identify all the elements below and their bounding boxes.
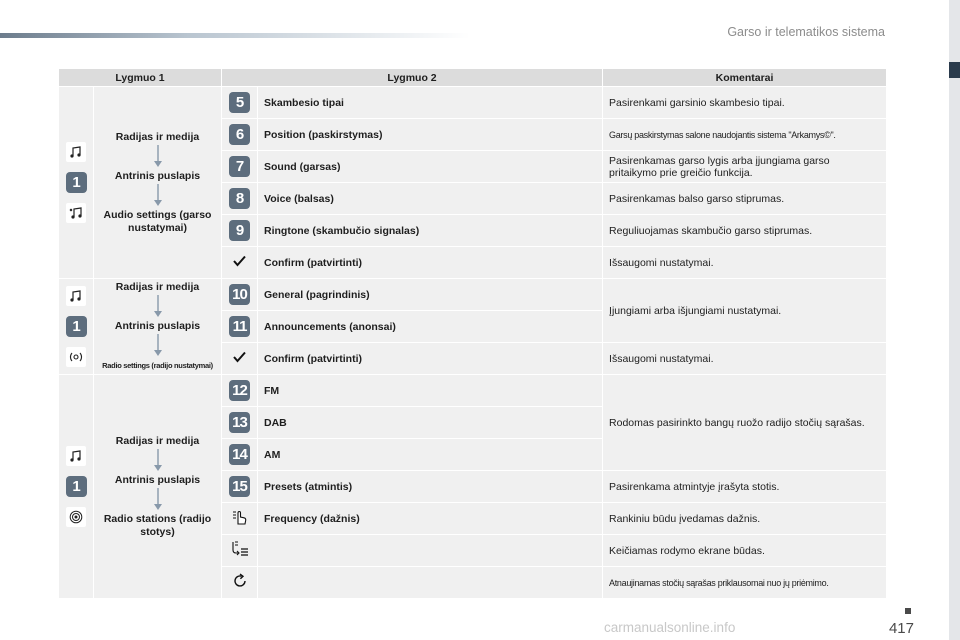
level2-label: General (pagrindinis) [258, 279, 603, 311]
path-step-subpage: Antrinis puslapis [114, 320, 201, 332]
comment-text: Rankiniu būdu įvedamas dažnis. [603, 503, 887, 535]
menu-badge-10: 10 [229, 284, 250, 305]
comment-text: Išsaugomi nustatymai. [603, 247, 887, 279]
group1-icons [59, 87, 94, 279]
music-note-icon [66, 446, 86, 466]
path-step-audio-settings: Audio settings (garso nustatymai) [103, 208, 212, 234]
watermark: carmanualsonline.info [604, 620, 736, 635]
section-title: Garso ir telematikos sistema [727, 25, 885, 39]
level2-label: Skambesio tipai [258, 87, 603, 119]
check-icon [233, 258, 246, 270]
header-comments: Komentarai [603, 69, 887, 87]
comment-text: Pasirenkamas balso garso stiprumas. [603, 183, 887, 215]
settings-table [58, 68, 887, 599]
music-note-icon [66, 142, 86, 162]
music-settings-icon [66, 203, 86, 223]
menu-badge-1: 1 [66, 172, 87, 193]
menu-badge-5: 5 [229, 92, 250, 113]
comment-text: Keičiamas rodymo ekrane būdas. [603, 535, 887, 567]
down-arrow-icon [152, 488, 164, 512]
music-note-icon [66, 286, 86, 306]
level2-label: Position (paskirstymas) [258, 119, 603, 151]
comment-text: Reguliuojamas skambučio garso stiprumas. [603, 215, 887, 247]
down-arrow-icon [152, 184, 164, 208]
radio-settings-icon [66, 347, 86, 367]
group3-icons [59, 375, 94, 599]
level2-label: AM [258, 439, 603, 471]
menu-badge-1: 1 [66, 476, 87, 497]
side-tab-marker [949, 62, 960, 78]
path-step-radio-stations: Radio stations (radijo stotys) [103, 512, 212, 538]
side-tab [949, 0, 960, 640]
menu-badge-12: 12 [229, 380, 250, 401]
comment-text: Pasirenkama atmintyje įrašyta stotis. [603, 471, 887, 503]
path-step-media: Radijas ir medija [115, 130, 200, 143]
path-step-media: Radijas ir medija [115, 281, 200, 293]
comment-text: Garsų paskirstymas salone naudojantis sistema "Arkamys©". [603, 119, 887, 151]
comment-text: Pasirenkami garsinio skambesio tipai. [603, 87, 887, 119]
comment-text: Rodomas pasirinkto bangų ruožo radijo stočių sąrašas. [603, 375, 887, 471]
menu-badge-13: 13 [229, 412, 250, 433]
menu-badge-7: 7 [229, 156, 250, 177]
header-level1: Lygmuo 1 [59, 69, 222, 87]
table-row [59, 87, 887, 119]
header-accent-bar [0, 33, 470, 38]
level2-label: Confirm (patvirtinti) [258, 247, 603, 279]
comment-text: Išsaugomi nustatymai. [603, 343, 887, 375]
radio-stations-icon [66, 507, 86, 527]
table-row [59, 375, 887, 407]
comment-text: Pasirenkamas garso lygis arba įjungiama garso pritaikymo prie greičio funkcija. [603, 151, 887, 183]
level2-label: DAB [258, 407, 603, 439]
group2-path [94, 279, 222, 375]
comment-text: Įjungiami arba išjungiami nustatymai. [603, 279, 887, 343]
table-header-row [59, 69, 887, 87]
sort-list-icon [231, 548, 249, 560]
group1-path [94, 87, 222, 279]
page-number: 417 [888, 620, 914, 637]
menu-badge-8: 8 [229, 188, 250, 209]
path-step-media: Radijas ir medija [115, 434, 200, 447]
down-arrow-icon [152, 449, 164, 473]
comment-text: Atnaujinamas stočių sąrašas priklausomai nuo jų priėmimo. [603, 567, 887, 599]
menu-badge-11: 11 [229, 316, 250, 337]
level2-label: Frequency (dažnis) [258, 503, 603, 535]
page-dot [905, 608, 911, 614]
menu-badge-9: 9 [229, 220, 250, 241]
group2-icons [59, 279, 94, 375]
level2-label: Ringtone (skambučio signalas) [258, 215, 603, 247]
level2-label: Voice (balsas) [258, 183, 603, 215]
refresh-icon [232, 580, 248, 592]
level2-label: Sound (garsas) [258, 151, 603, 183]
down-arrow-icon [152, 145, 164, 169]
path-step-subpage: Antrinis puslapis [114, 473, 201, 486]
level2-label: Announcements (anonsai) [258, 311, 603, 343]
menu-badge-6: 6 [229, 124, 250, 145]
group3-path [94, 375, 222, 599]
table-row [59, 279, 887, 311]
menu-badge-15: 15 [229, 476, 250, 497]
check-icon [233, 354, 246, 366]
header-level2: Lygmuo 2 [222, 69, 603, 87]
level2-label [258, 567, 603, 599]
down-arrow-icon [152, 295, 164, 319]
level2-label: FM [258, 375, 603, 407]
level2-label [258, 535, 603, 567]
down-arrow-icon [152, 334, 164, 358]
menu-badge-1: 1 [66, 316, 87, 337]
menu-badge-14: 14 [229, 444, 250, 465]
path-step-subpage: Antrinis puslapis [114, 169, 201, 182]
hand-tap-icon [231, 516, 249, 528]
level2-label: Presets (atmintis) [258, 471, 603, 503]
path-step-radio-settings: Radio settings (radijo nustatymai) [102, 361, 213, 370]
level2-label: Confirm (patvirtinti) [258, 343, 603, 375]
